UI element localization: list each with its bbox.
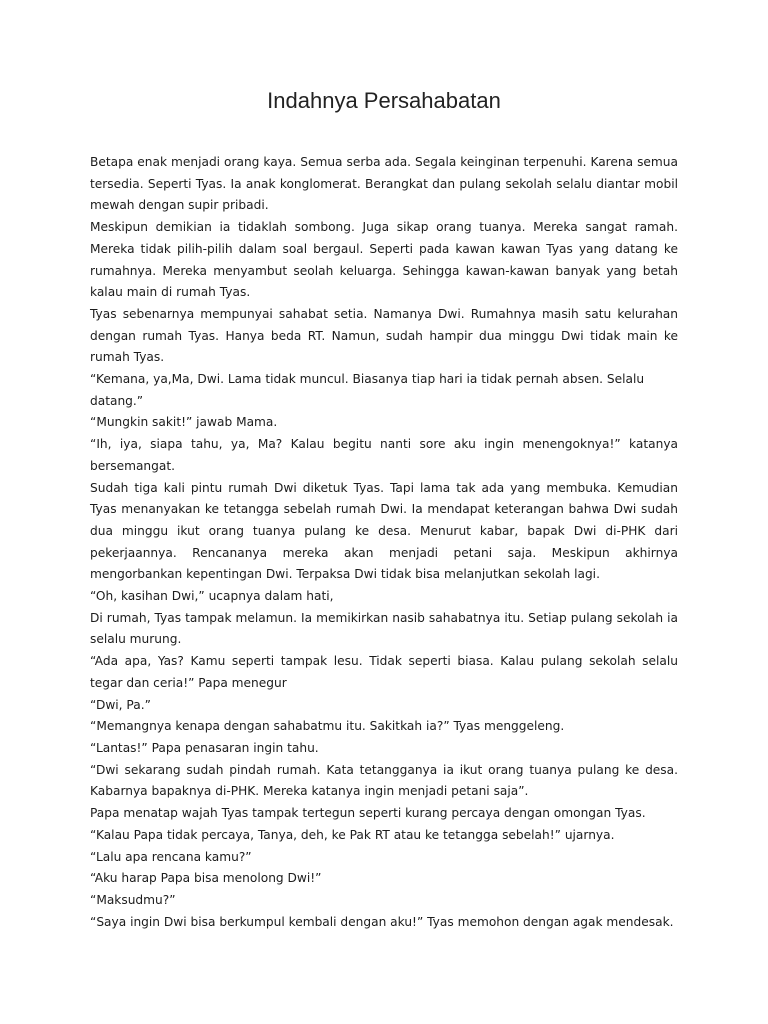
paragraph: “Kalau Papa tidak percaya, Tanya, deh, ke Pak RT atau ke tetangga sebelah!” ujarnya. [90, 827, 615, 842]
document-body [90, 152, 678, 933]
paragraph: “Kemana, ya,Ma, Dwi. Lama tidak muncul. Biasanya tiap hari ia tidak pernah absen. Selalu datang.” [90, 372, 645, 408]
paragraph: “Lalu apa rencana kamu?” [90, 849, 252, 864]
paragraph: “Memangnya kenapa dengan sahabatmu itu. Sakitkah ia?” Tyas menggeleng. [90, 719, 565, 734]
paragraph: Meskipun demikian ia tidaklah sombong. Juga sikap orang tuanya. Mereka sangat ramah. Mereka tidak pilih-pilih dalam soal bergaul. Seperti pada kawan kawan Tyas yang datang ke rumahnya. Mereka menyambut seolah keluarga. Sehingga kawan-kawan banyak yang betah kalau main di rumah Tyas. [90, 220, 678, 300]
paragraph: “Aku harap Papa bisa menolong Dwi!” [90, 871, 322, 886]
paragraph: “Ada apa, Yas? Kamu seperti tampak lesu. Tidak seperti biasa. Kalau pulang sekolah selalu tegar dan ceria!” Papa menegur [90, 654, 678, 690]
paragraph: Sudah tiga kali pintu rumah Dwi diketuk Tyas. Tapi lama tak ada yang membuka. Kemudian Tyas menanyakan ke tetangga sebelah rumah Dwi. Ia mendapat keterangan bahwa Dwi sudah dua minggu ikut orang tuanya pulang ke desa. Menurut kabar, bapak Dwi di-PHK dari pekerjaannya. Rencananya mereka akan menjadi petani saja. Meskipun akhirnya mengorbankan kepentingan Dwi. Terpaksa Dwi tidak bisa melanjutkan sekolah lagi. [90, 480, 678, 582]
paragraph: Di rumah, Tyas tampak melamun. Ia memikirkan nasib sahabatnya itu. Setiap pulang sekolah ia selalu murung. [90, 610, 678, 647]
paragraph: “Mungkin sakit!” jawab Mama. [90, 415, 278, 430]
paragraph: “Lantas!” Papa penasaran ingin tahu. [90, 740, 319, 755]
paragraph: “Dwi, Pa.” [90, 697, 151, 712]
paragraph: “Oh, kasihan Dwi,” ucapnya dalam hati, [90, 589, 334, 604]
paragraph: “Ih, iya, siapa tahu, ya, Ma? Kalau begitu nanti sore aku ingin menengoknya!” katanya bersemangat. [90, 437, 678, 473]
paragraph: “Maksudmu?” [90, 892, 176, 907]
paragraph: “Saya ingin Dwi bisa berkumpul kembali dengan aku!” Tyas memohon dengan agak mendesak. [90, 914, 674, 929]
paragraph: Betapa enak menjadi orang kaya. Semua serba ada. Segala keinginan terpenuhi. Karena semua tersedia. Seperti Tyas. Ia anak konglomerat. Berangkat dan pulang sekolah selalu diantar mobil mewah dengan supir pribadi. [90, 155, 678, 213]
paragraph: “Dwi sekarang sudah pindah rumah. Kata tetangganya ia ikut orang tuanya pulang ke desa. Kabarnya bapaknya di-PHK. Mereka katanya ingin menjadi petani saja”. [90, 762, 678, 799]
paragraph: Papa menatap wajah Tyas tampak tertegun seperti kurang percaya dengan omongan Tyas. [90, 806, 646, 821]
page-title: Indahnya Persahabatan [267, 88, 501, 113]
paragraph: Tyas sebenarnya mempunyai sahabat setia. Namanya Dwi. Rumahnya masih satu kelurahan dengan rumah Tyas. Hanya beda RT. Namun, sudah hampir dua minggu Dwi tidak main ke rumah Tyas. [90, 306, 678, 365]
